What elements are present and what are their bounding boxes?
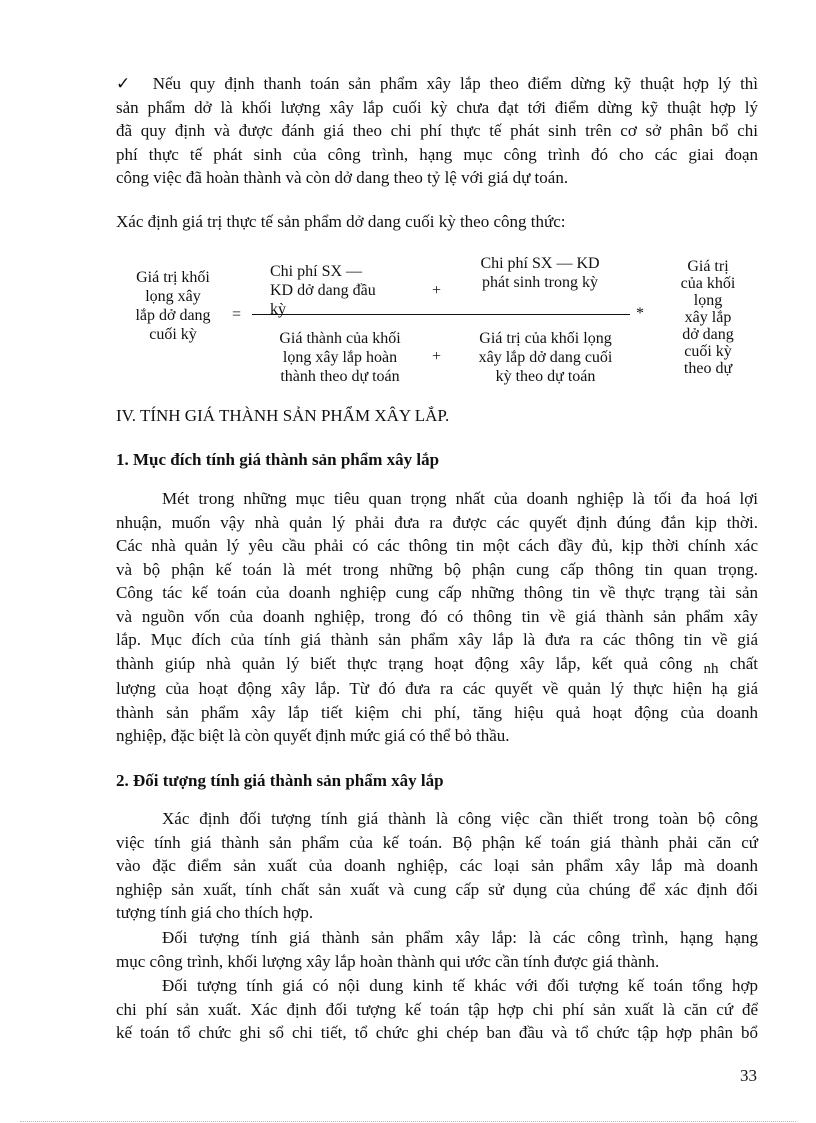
- section-iv-title: IV. TÍNH GIÁ THÀNH SẢN PHẨM XÂY LẮP.: [116, 406, 450, 425]
- paragraph-1: Mét trong những mục tiêu quan trọng nhất của doanh nghiệp là tối đa hoá lợi nhuận, muốn vậy nhà quản lý phải đưa ra được các quyết định đúng đắn kịp thời. Các nhà quản lý yêu cầu phải có các thông tin một cách đầy đủ, kịp thời chính xác và bộ phận kế toán là mét trong những bộ phận cung cấp thông tin quan trọng. Công tác kế toán của doanh nghiệp cung cấp những thông tin về thực trạng tài sản và nguồn vốn của doanh nghiệp, trong đó có thông tin về giá thành sản phẩm xây lắp. Mục đích của tính giá thành sản phẩm xây lắp là đưa ra các thông tin về giá thành giúp nhà quản lý biết thực trạng hoạt động xây lắp, kết quả công nh chất lượng của hoạt động xây lắp. Từ đó đưa ra các quyết về quản lý thực hiện hạ giá thành sản phẩm xây lắp tiết kiệm chi phí, tăng hiệu quả hoạt động của doanh nghiệp, đặc biệt là còn quyết định mức giá có thể bỏ thầu.: [116, 489, 759, 745]
- formula-denominator-b: Giá trị của khối lọng xây lắp dở dang cuối kỳ theo dự toán: [478, 330, 613, 385]
- formula-equals: =: [232, 306, 242, 323]
- paragraph-4: Đối tượng tính giá có nội dung kinh tế khác với đối tượng kế toán tổng hợp chi phí sản xuất. Xác định đối tượng kế toán tập hợp chi phí sản xuất là căn cứ để kế toán tổ chức ghi sổ chi tiết, tổ chức ghi chép ban đầu và tổ chức tập hợp phân bổ: [116, 976, 758, 1042]
- paragraph-2: Xác định đối tượng tính giá thành là công việc cần thiết trong toàn bộ công việc tính giá thành sản phẩm của kế toán. Bộ phận kế toán giá thành phải căn cứ vào đặc điểm sản xuất của doanh nghiệp, các loại sản phẩm xây lắp mà doanh nghiệp sản xuất, tính chất sản xuất và cung cấp sử dụng của chúng để xác định đối tượng tính giá cho thích hợp.: [116, 809, 758, 922]
- intro-line: sản phẩm dở là khối lượng xây lắp cuối kỳ chưa đạt tới điểm dừng kỹ thuật hợp lý: [116, 97, 758, 117]
- formula-numerator-a: Chi phí SX — KD dở dang đầu kỳ: [270, 263, 376, 318]
- intro-line: công việc đã hoàn thành và còn dở dang theo tỷ lệ với giá dự toán.: [116, 168, 569, 187]
- intro-line: phí thực tế phát sinh của công trình, hạng mục công trình đó cho các giai đoạn: [116, 144, 758, 164]
- formula-numerator-plus: +: [432, 282, 442, 299]
- formula-denominator-a: Giá thành của khối lọng xây lắp hoàn thành theo dự toán: [279, 330, 401, 385]
- formula-intro: Xác định giá trị thực tế sản phẩm dở dang cuối kỳ theo công thức:: [116, 212, 566, 231]
- formula-rhs: Giá trị của khối lọng xây lắp dở dang cuối kỳ theo dự: [680, 258, 736, 377]
- formula-numerator-b: Chi phí SX — KD phát sinh trong kỳ: [480, 255, 600, 291]
- checkmark-icon: ✓: [116, 74, 135, 93]
- paragraph-3: Đối tượng tính giá thành sản phẩm xây lắp: là các công trình, hạng hạng mục công trình, khối lượng xây lắp hoàn thành qui ước cần tính được giá thành.: [116, 928, 758, 971]
- heading-1: 1. Mục đích tính giá thành sản phẩm xây lắp: [116, 450, 440, 469]
- formula-lhs: Giá trị khối lọng xây lắp dở dang cuối kỳ: [135, 269, 211, 343]
- page-number: 33: [740, 1066, 757, 1085]
- heading-2: 2. Đối tượng tính giá thành sản phẩm xây lắp: [116, 771, 444, 790]
- intro-paragraph: [116, 72, 758, 190]
- intro-line: đã quy định và được đánh giá theo chi phí thực tế phát sinh trên cơ sở phân bổ chi: [116, 121, 758, 140]
- fraction-line: [252, 314, 630, 315]
- formula-denominator-plus: +: [432, 348, 442, 365]
- page-footer-divider: [20, 1121, 796, 1122]
- formula-times: *: [636, 305, 644, 322]
- paragraph-1-line-8: thành giúp nhà quản lý biết thực trạng hoạt động xây lắp, kết quả công nh chất: [116, 653, 759, 677]
- intro-line-1: ✓ Nếu quy định thanh toán sản phẩm xây lắp theo điểm dừng kỹ thuật hợp lý thì: [116, 74, 759, 93]
